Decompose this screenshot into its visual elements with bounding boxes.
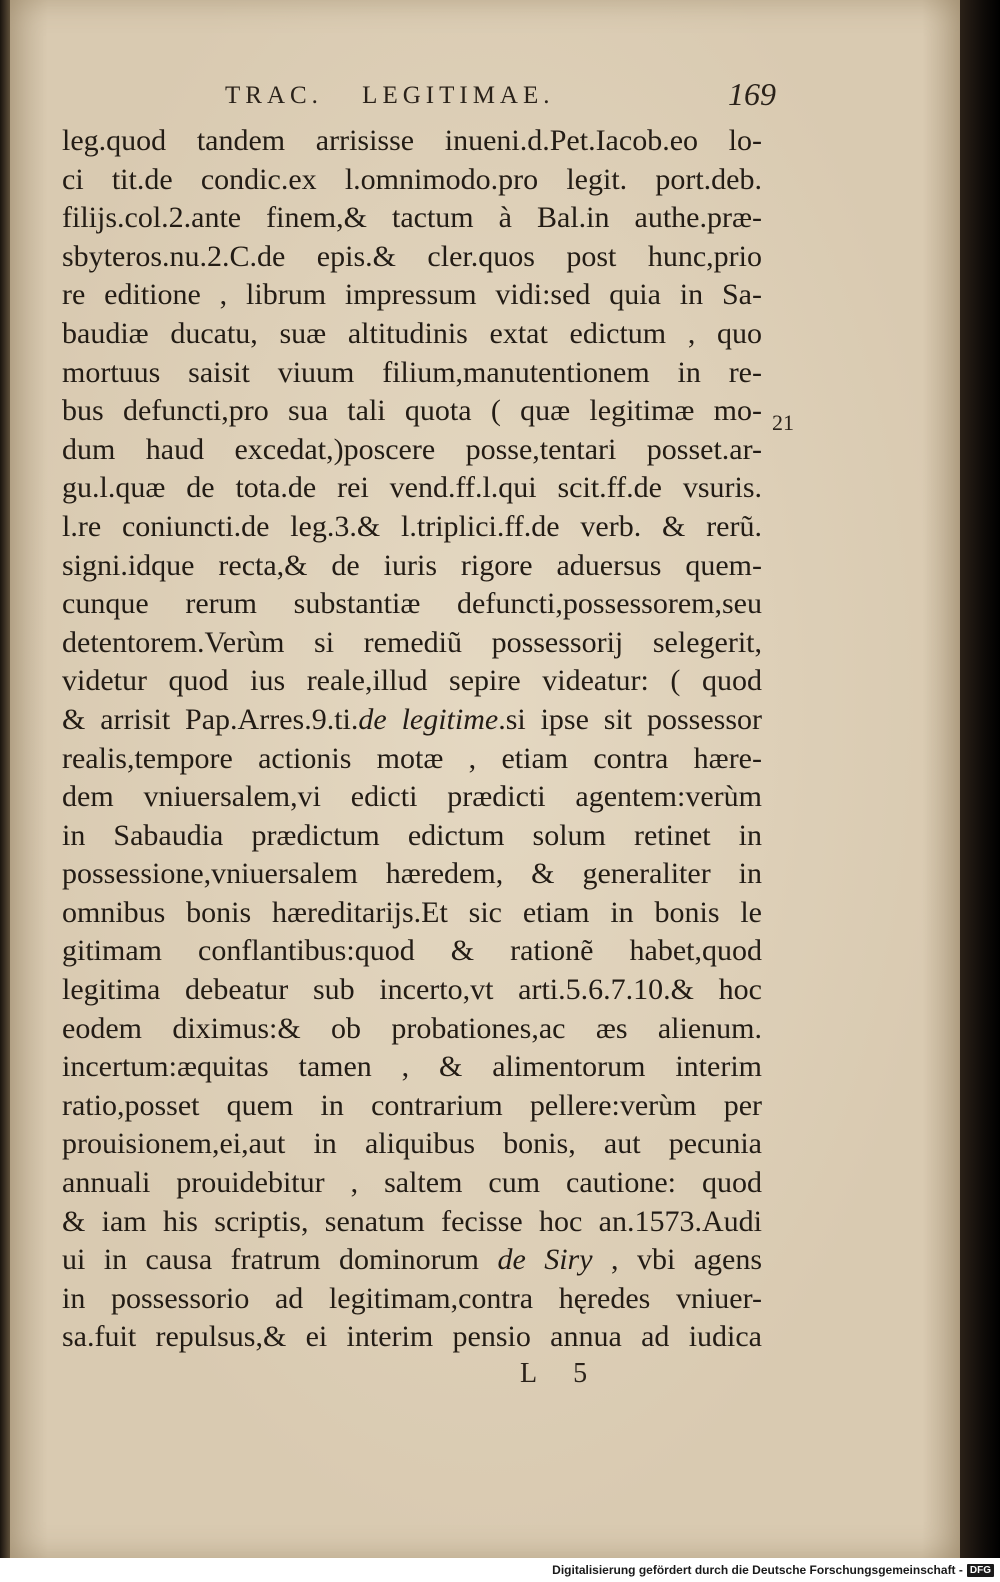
text-line: in Sabaudia prædictum edictum solum retinet in [62, 818, 762, 852]
italic-title: de legitime [358, 702, 499, 736]
text-line: re editione , librum impressum vidi:sed quia in Sa- [62, 278, 762, 312]
page-edge-right [960, 0, 1000, 1558]
text-line: in possessorio ad legitimam,contra hęredes vniuer- [62, 1281, 762, 1315]
text-line: videtur quod ius reale,illud sepire videatur: ( quod [62, 664, 762, 698]
text-line: ci tit.de condic.ex l.omnimodo.pro legit. port.deb. [62, 162, 762, 196]
page-header [0, 76, 1000, 122]
text-segment: & arrisit Pap.Arres.9.ti. [62, 702, 359, 736]
text-line: signi.idque recta,& de iuris rigore aduersus quem- [62, 548, 762, 582]
text-line: sa.fuit repulsus,& ei interim pensio annua ad iudica [62, 1320, 762, 1354]
text-line: cunque rerum substantiæ defuncti,possessorem,seu [62, 587, 762, 621]
signature-mark: L 5 [520, 1358, 588, 1389]
page-number: 169 [728, 76, 776, 112]
text-line: possessione,vniuersalem hæredem, & generaliter in [62, 857, 762, 891]
text-line: prouisionem,ei,aut in aliquibus bonis, aut pecunia [62, 1127, 762, 1161]
text-line-with-italic [62, 1241, 762, 1280]
text-line: dem vniuersalem,vi edicti prædicti agentem:verùm [62, 780, 762, 814]
text-line: mortuus saisit viuum filium,manutentionem in re- [62, 355, 762, 389]
text-line: gu.l.quæ de tota.de rei vend.ff.l.qui scit.ff.de vsuris. [62, 471, 762, 505]
dfg-logo: DFG [967, 1564, 994, 1577]
text-line: dum haud excedat,)poscere posse,tentari posset.ar- [62, 432, 762, 466]
text-line: detentorem.Verùm si remediũ possessorij selegerit, [62, 625, 762, 659]
text-segment: , vbi agens [592, 1243, 762, 1277]
marginal-number: 21 [772, 410, 794, 435]
text-line: filijs.col.2.ante finem,& tactum à Bal.in authe.præ- [62, 201, 762, 235]
text-line: legitima debeatur sub incerto,vt arti.5.6.7.10.& hoc [62, 973, 762, 1007]
text-line: ratio,posset quem in contrarium pellere:verùm per [62, 1088, 762, 1122]
text-line: & iam his scriptis, senatum fecisse hoc an.1573.Audi [62, 1204, 762, 1238]
text-line: annuali prouidebitur , saltem cum cautione: quod [62, 1166, 762, 1200]
text-line: bus defuncti,pro sua tali quota ( quæ legitimæ mo- [62, 394, 762, 428]
text-line: eodem diximus:& ob probationes,ac æs alienum. [62, 1011, 762, 1045]
text-segment: .si ipse sit possessor [498, 702, 762, 736]
text-line: incertum:æquitas tamen , & alimentorum interim [62, 1050, 762, 1084]
credit-text: Digitalisierung gefördert durch die Deutsche Forschungsgemeinschaft - [552, 1563, 963, 1577]
running-head: TRAC. LEGITIMAE. [225, 82, 555, 109]
text-line: baudiæ ducatu, suæ altitudinis extat edictum , quo [62, 316, 762, 350]
text-line: sbyteros.nu.2.C.de epis.& cler.quos post hunc,prio [62, 239, 762, 273]
text-segment: ui in causa fratrum dominorum [62, 1243, 480, 1277]
body-text [62, 122, 762, 1357]
text-line: l.re coniuncti.de leg.3.& l.triplici.ff.de verb. & rerũ. [62, 509, 762, 543]
text-line: realis,tempore actionis motæ , etiam contra hære- [62, 741, 762, 775]
text-line: omnibus bonis hæreditarijs.Et sic etiam in bonis le [62, 895, 762, 929]
text-line: gitimam conflantibus:quod & rationẽ habet,quod [62, 934, 762, 968]
text-line: leg.quod tandem arrisisse inueni.d.Pet.Iacob.eo lo- [62, 124, 762, 157]
text-line-with-italic [62, 701, 762, 740]
funding-credit [552, 1560, 994, 1580]
italic-name: de Siry [497, 1243, 593, 1277]
